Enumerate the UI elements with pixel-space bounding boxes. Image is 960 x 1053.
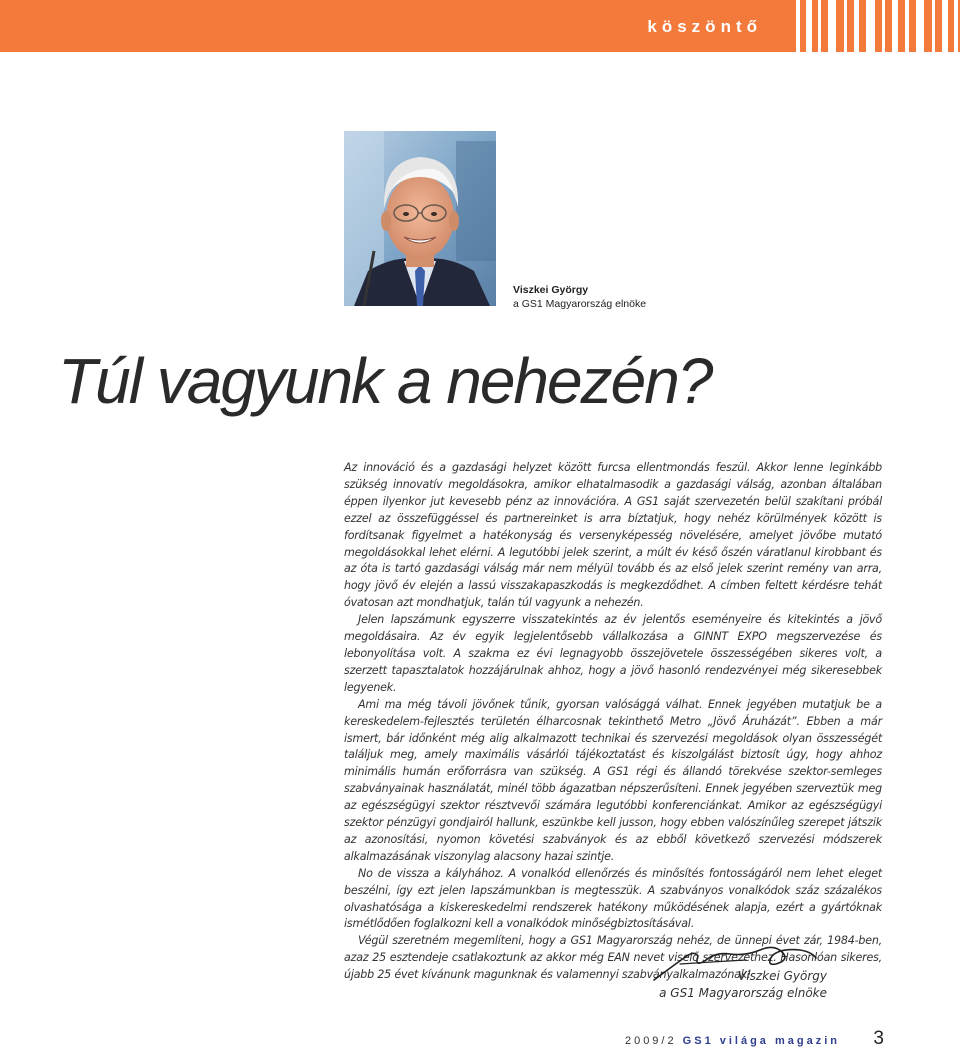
caption-title: a GS1 Magyarország elnöke (513, 298, 647, 310)
signoff-name: Viszkei György (738, 969, 827, 983)
paragraph: No de vissza a kályhához. A vonalkód ellenőrzés és minősítés fontosságáról nem lehet eleget beszélni, így ezt jelen lapszámunkban is megtesszük. A szabványos vonalkódok száz százalékos olvashatósága a kiskereskedelmi rendszerek hatékony működésének alapja, ezért a gyártóknak ismétlődően foglalkozni kell a vonalkódok minőségbiztosításával. (344, 866, 882, 931)
article-body (344, 460, 882, 984)
paragraph: Végül szeretném megemlíteni, hogy a GS1 Magyarország nehéz, de ünnepi évet zár, 1984-ben, azaz 25 esztendeje csatlakoztunk az akkor még EAN nevet viselő szervezethez. Hasonlóan sikeres, újabb 25 évet kívánunk magunknak és valamennyi szabványalkalmazónak! (344, 934, 882, 982)
footer-issue: 2009/2 (624, 1035, 677, 1047)
headline: Túl vagyunk a nehezén? (58, 345, 712, 417)
paragraph: Az innováció és a gazdasági helyzet között furcsa ellentmondás feszül. Akkor lenne leginkább szükség innovatív megoldásokra, amikor elhatalmasodik a gazdasági válság, azonban általában éppen ilyenkor jut kevesebb pénz az innovációra. A GS1 saját szervezetén belül szakítani próbál ezzel az összefüggéssel és partnereinket is arra bíztatjuk, hogy nehéz körülmények között is fordítsanak figyelmet a hatékonyság és versenyképesség növelésére, amelyet jövőbe mutató megoldásokkal lehet elérni. A legutóbbi jelek szerint, a múlt év késő őszén váratlanul kirobbant és az óta is tartó gazdasági válság már nem mélyül tovább és az első jelek szerint remény van arra, hogy jövő év elején a lassú visszakapaszkodás is megkezdődhet. A címben feltett kérdésre tehát óvatosan azt mondhatjuk, talán túl vagyunk a nehezén. (344, 461, 882, 610)
paragraph: Ami ma még távoli jövőnek tűnik, gyorsan valósággá válhat. Ennek jegyében mutatjuk be a kereskedelem-fejlesztés területén élharcosnak tekinthető Metro „Jövő Áruházát”. Ebben a már ismert, bár időnként még alig alkalmazott technikai és szervezési megoldások olyan összességét találjuk meg, amely maximális vásárlói tájékoztatást és kiszolgálást biztosít úgy, hogy ahhoz minimális humán erőforrásra van szükség. A GS1 régi és állandó törekvése szektor-semleges szabványainak használatát, minél több ágazatban népszerűsíteni. Ennek jegyében szerveztük meg az egészségügyi szektor résztvevői számára legutóbbi konferenciánkat. Amikor az egészségügyi szektor pénzügyi gondjairól hallunk, eszünkbe kell jusson, hogy ebben valószínűleg szerepet játszik az azonosítási, nyomon követési szabványok és az ebből következő szervezési módszerek alkalmazásának viszonylag alacsony hazai szintje. (344, 697, 882, 863)
section-label: köszöntő (647, 17, 762, 36)
header-bar (0, 0, 960, 52)
signoff (659, 968, 827, 1002)
photo-caption (513, 283, 646, 311)
footer-magazine-title: GS1 világa magazin (682, 1035, 840, 1047)
page-number: 3 (873, 1028, 884, 1049)
paragraph: Jelen lapszámunk egyszerre visszatekintés az év jelentős eseményeire és kitekintés a jövő megoldásaira. Az év egyik legjelentősebb vállalkozása a GINNT EXPO megszervezése és lebonyolítása volt. A szakma ez évi legnagyobb összejövetele összességében sikeres volt, a szerzett tapasztalatok hozzájárulnak ahhoz, hogy a jövő hasonló rendezvényei még sikeresebbek legyenek. (344, 613, 882, 694)
footer-magazine (625, 1035, 840, 1047)
portrait-photo (344, 131, 496, 306)
caption-name: Viszkei György (513, 284, 589, 296)
signoff-title: a GS1 Magyarország elnöke (659, 986, 827, 1000)
decorative-stripes (784, 0, 960, 52)
